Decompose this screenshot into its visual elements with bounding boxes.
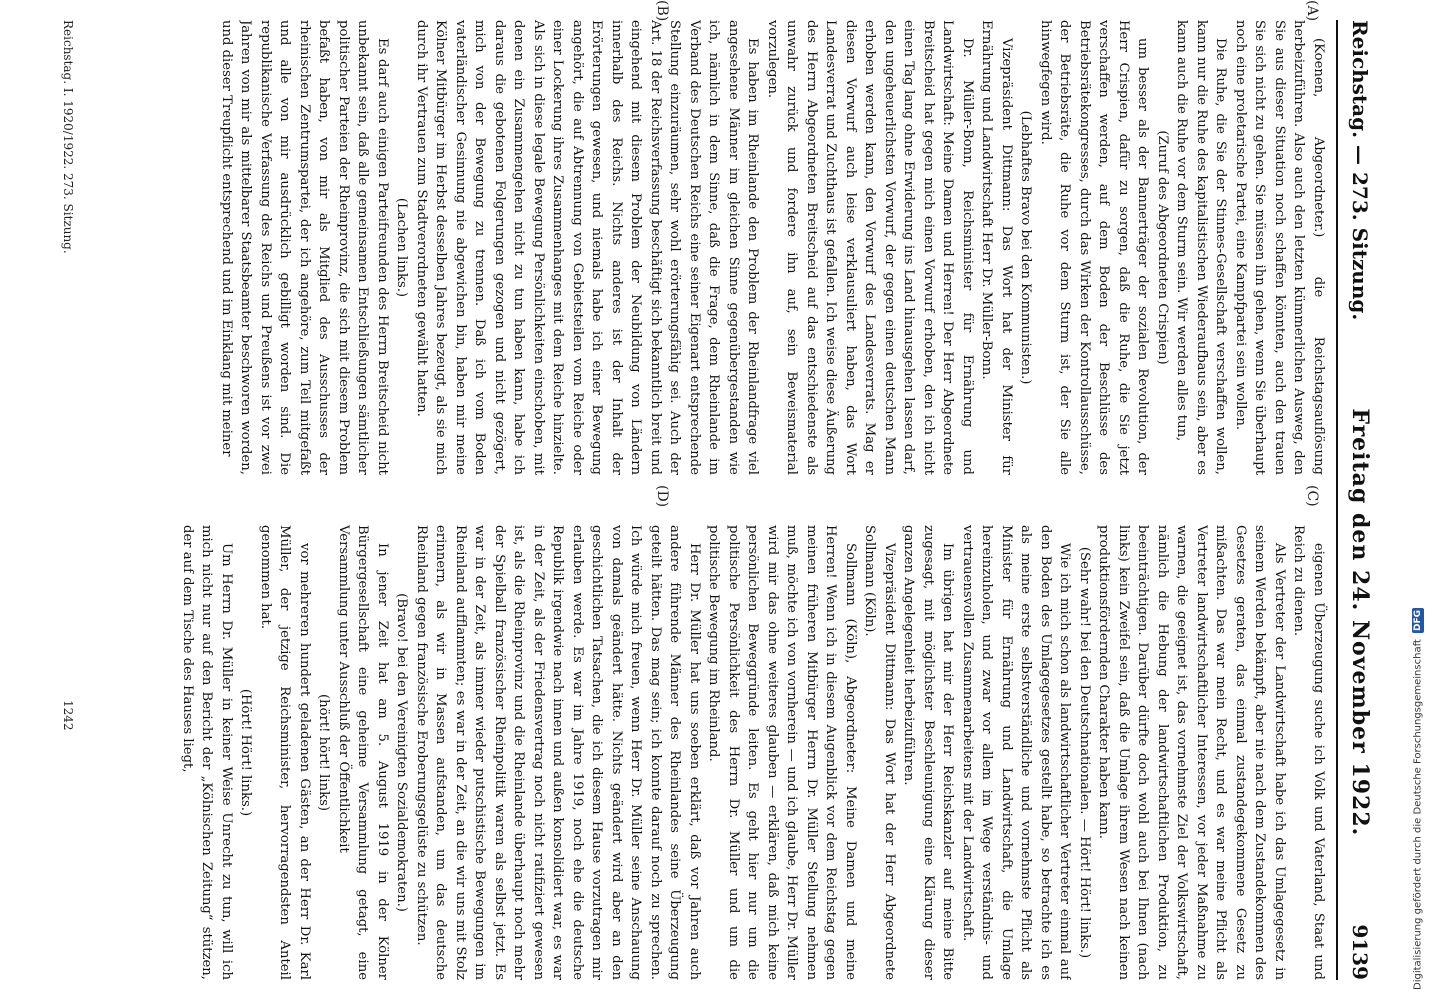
page-number: 9139 <box>1348 924 1372 980</box>
paragraph: (Koenen, Abgeordneter.) die Reichstagsauflösung herbeizuführen. Also auch den letzten kümmerlichen Ausweg, den Sie aus dieser Situation noch schaffen könnten, auch den trauen Sie sich nicht zu gehen. Sie müssen ihn gehen, wenn Sie überhaupt noch eine proletarische Partei, eine Kampfpartei sein wollen. <box>1233 20 1326 475</box>
interjection: (hört! hört! links) <box>316 693 332 812</box>
digitization-text: Digitalisierung gefördert durch die Deutsche Forschungsgemeinschaft <box>1412 639 1424 990</box>
digitization-note <box>1408 10 1428 990</box>
paragraph: Es darf auch einigen Parteifreunden des Herrn Breitscheid nicht unbekannt sein, daß alle gemeinsamen Entschließungen sämtlicher politischer Parteien der Rheinprovinz, die sich mit diesem Problem befaßt haben, von mir als Mitglied des Ausschusses der rheinischen Zentrumspartei, der ich angehöre, zum Teil mitgefaßt und alle von mir ausdrücklich gebilligt worden sind. Die republikanische Verfassung des Reichs und Preußens ist vor zwei Jahren von mir als mittelbarer Staatsbeamter beschworen worden, und dieser Treupflicht entsprechend und im Einklang mit meiner <box>219 20 390 475</box>
interjection: (Sehr wahr! bei den Deutschnationalen. — Hört! Hört! links.) <box>1077 546 1092 959</box>
page-header <box>1340 20 1380 980</box>
paragraph: Dr. Müller-Bonn, Reichsminister für Ernährung und Landwirtschaft: Meine Damen und Herren! Der Herr Abgeordnete Breitscheid hat gegen mich einen Vorwurf erhoben, den ich nicht einen Tag lang ohne Erwiderung ins Land hinausgehen lassen darf, den ungeheuerlichsten Vorwurf, der gegen einen deutschen Mann erhoben werden kann, den Vorwurf des Landesverrats. Mag er diesen Vorwurf auch leise verklausuliert haben, das Wort Landesverrat und Zuchthaus ist gefallen. Ich weise diese Äußerung des Herrn Abgeordneten Breitscheid auf das entschiedenste als unwahr zurück und fordere ihn auf, sein Beweismaterial vorzulegen. <box>765 20 975 475</box>
left-column <box>78 20 1328 475</box>
header-rule <box>1336 20 1338 980</box>
header-date: Freitag den 24. November 1922. <box>1347 408 1373 837</box>
margin-marker-c: (C) <box>1304 485 1320 507</box>
paragraph: Wie ich mich schon als landwirtschaftlicher Vertreter einmal auf den Boden des Umlagegesetzes gestellt habe, so betrachte ich es als meine erste selbstverständliche und vornehmste Pflicht als Minister für Ernährung und Landwirtschaft, die Umlage hereinzuholen, und zwar vor allem im Wege verständnis- und vertrauensvollen Zusammenarbeitens mit der Landwirtschaft. <box>960 525 1073 980</box>
margin-marker-a: (A) <box>1304 0 1320 22</box>
paragraph: Im übrigen hat mir der Herr Reichskanzler auf meine Bitte zugesagt, mit möglichster Beschleunigung eine Klärung dieser ganzen Angelegenheit herbeizuführen. <box>901 525 956 980</box>
interjection: (Hört! Hört! links.) <box>238 688 254 817</box>
paragraph: vor mehreren hundert geladenen Gästen, an der Herr Dr. Karl Müller, der jetzige Reichsminister, hervorragendsten Anteil genommen hat. <box>258 525 312 980</box>
paragraph: Die Ruhe, die Sie der Stinnes-Gesellschaft verschaffen wollen, kann nur die Ruhe des kapitalistischen Wiederaufbaus sein, aber es kann auch die Ruhe vor dem Sturm sein. Wir werden alles tun, <box>1174 20 1229 475</box>
paragraph: Es haben im Rheinlande den Problem der Rheinlandfrage viel angesehene Männer im gleichen Sinne gegenübergestanden wie ich, nämlich in dem Sinne, daß die Frage, dem Rheinlande im Verband des Deutschen Reichs eine seiner Eigenart entsprechende Stellung einzuräumen, sehr wohl erörterungsfähig sei. Auch der Art. 18 der Reichsverfassung beschäftigt sich bekanntlich breit und eingehend mit diesem Problem der Neubildung von Ländern innerhalb des Reichs. Nichts anderes ist der Inhalt der Erörterungen gewesen, und niemals habe ich einer Bewegung angehört, die auf Abtrennung von Gebietsteilen vom Reiche oder einer Lockerung ihres Zusammenhanges mit dem Reiche hinzielte. Als sich in diese legale Bewegung Persönlichkeiten einschoben, mit denen ein Zusammengehen nicht zu tun haben kann, habe ich daraus die gebotenen Folgerungen gezogen und nicht gezögert, mich von der Bewegung zu trennen. Daß ich vom Boden vaterländischer Gesinnung nie abgewichen bin, haben mir meine Kölner Mitbürger im Herbst desselben Jahres bezeugt, als sie mich durch ihr Vertrauen zum Stadtverordneten gewählt hatten. <box>414 20 761 475</box>
footer-page-ref: 1242 <box>61 700 75 731</box>
header-left: Reichstag. — 273. Sitzung. <box>1348 20 1372 321</box>
dfg-logo[interactable]: DFG <box>1413 610 1423 632</box>
paragraph: Sollmann (Köln), Abgeordneter: Meine Damen und meine Herren! Wenn ich in diesem Augenblick vor dem Reichstag gegen meinen früheren Mitbürger Herrn Dr. Müller Stellung nehmen muß, möchte ich von vornherein — und ich glaube, Herr Dr. Müller wird mir das ohne weiteres glauben — erklären, daß mich keine persönlichen Beweggründe leiten. Es geht hier nur um die politische Persönlichkeit des Herrn Dr. Müller und um die politische Bewegung im Rheinland. <box>706 525 858 980</box>
paragraph: Um Herrn Dr. Müller in keiner Weise Unrecht zu tun, will ich mich nicht nur auf den Bericht der „Kölnischen Zeitung“ stützen, der auf dem Tische des Hauses liegt, <box>180 525 234 980</box>
paragraph: um besser als der Bannerträger der sozialen Revolution, der Herr Crispien, dafür zu sorgen, daß die Ruhe, die Sie jetzt verschaffen werden, auf dem Boden der Beschlüsse des Betriebsrätekongresses, durch das Wirken der Kontrollausschüsse, der Betriebsräte, die Ruhe vor dem Sturm ist, der Sie alle hinwegfegen wird. <box>1038 20 1151 475</box>
interjection: (Lebhaftes Bravo bei den Kommunisten.) <box>1018 110 1034 385</box>
right-column <box>78 525 1328 980</box>
interjection: (Lachen links.) <box>394 197 410 298</box>
margin-marker-b: (B) <box>654 0 670 22</box>
paragraph: Herr Dr. Müller hat uns soeben erklärt, daß vor Jahren auch andere führende Männer des Rheinlandes seine Überzeugung geteilt hätten. Das mag sein; ich konnte darauf noch zu sprechen. Ich würde mich freuen, wenn Herr Dr. Müller seine Anschauung von damals geändert hätte. Nichts geändert wird aber an den geschichtlichen Tatsachen, die ich diesem Hause vorzutragen mir erlauben werde. Es war im Jahre 1919, noch ehe die deutsche Republik irgendwie nach innen und außen konsolidiert war, es war in der Zeit, als der Friedensvertrag noch nicht ratifiziert gewesen ist, als die Rheinprovinz und die Rheinlande überhaupt noch mehr der Spielball französischer Rheinpolitik waren als selbst jetzt. Es war in der Zeit, als immer wieder putschistische Bewegungen im Rheinland aufflammten; es war in der Zeit, an die wir uns mit Stolz erinnern, als wir in Massen aufstanden, um das deutsche Rheinland gegen französische Eroberungsgelüste zu schützen. <box>414 525 702 980</box>
paragraph: Vizepräsident Dittmann: Das Wort hat der Minister für Ernährung und Landwirtschaft Herr Dr. Müller-Bonn. <box>979 20 1014 475</box>
interjection: (Zuruf des Abgeordneten Crispien) <box>1155 130 1170 365</box>
paragraph: Als Vertreter der Landwirtschaft habe ich das Umlagegesetz in seinem Werden bekämpft, aber nie nach dem Zustandekommen des Gesetzes geraten, das einmal zustandegekommene Gesetz zu mißachten. Das war mein Recht, und es war meine Pflicht als Vertreter landwirtschaftlicher Interessen, vor jeder Maßnahme zu warnen, die geeignet ist, das vornehmste Ziel der Volkswirtschaft, nämlich die Hebung der landwirtschaftlichen Produktion, zu beeinträchtigen. Darüber dürfte doch wohl auch bei Ihnen (nach links) kein Zweifel sein, daß die Umlage ihrem Wesen nach keinen produktionsfördernden Charakter haben kann. <box>1096 525 1287 980</box>
paragraph: Vizepräsident Dittmann: Das Wort hat der Herr Abgeordnete Sollmann (Köln). <box>862 525 897 980</box>
footer-left: Reichstag. I. 1920/1922. 273. Sitzung. <box>61 20 75 254</box>
margin-marker-d: (D) <box>654 485 670 508</box>
paragraph: eigenen Überzeugung suche ich Volk und Vaterland, Staat und Reich zu dienen. <box>1291 525 1326 980</box>
paragraph: In jener Zeit hat am 5. August 1919 in der Kölner Bürgergesellschaft eine geheime Versammlung getagt, eine Versammlung unter Ausschluß der Öffentlichkeit <box>336 525 390 980</box>
interjection: (Bravo! bei den Vereinigten Sozialdemokraten.) <box>394 593 410 912</box>
